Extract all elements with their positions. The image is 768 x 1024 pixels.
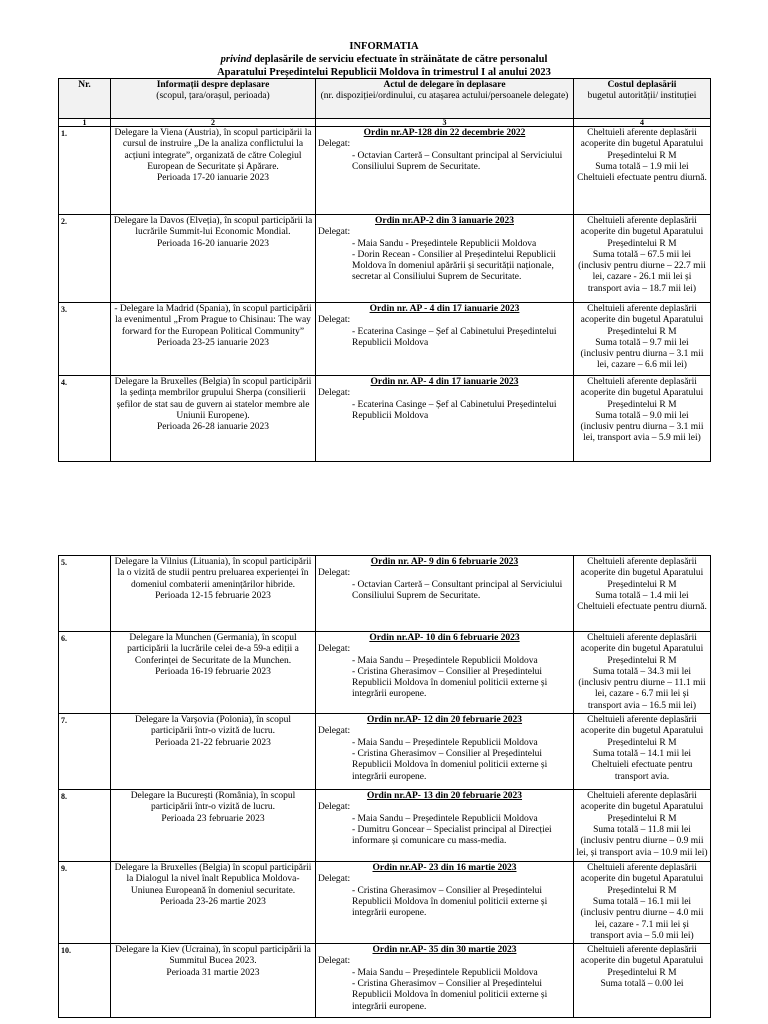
order-reference: Ordin nr.AP-128 din 22 decembrie 2022 bbox=[363, 128, 526, 138]
table-row bbox=[59, 127, 711, 215]
col-header-act-sub: (nr. dispoziției/ordinului, cu atașarea actului/persoanele delegate) bbox=[320, 91, 569, 102]
col-header-info-title: Informații despre deplasare bbox=[156, 80, 270, 90]
order-reference: Ordin nr.AP-2 din 3 ianuarie 2023 bbox=[374, 216, 514, 226]
order-reference: Ordin nr.AP- 12 din 20 februarie 2023 bbox=[366, 715, 523, 726]
delegat-label: Delegat: bbox=[318, 227, 351, 238]
cost-line: Suma totală – 1.4 mii lei bbox=[595, 590, 689, 601]
delegat-label: Delegat: bbox=[318, 315, 351, 326]
col-header-cost-title: Costul deplasării bbox=[607, 80, 677, 90]
delegated-person: - Maia Sandu – Președintele Republicii Moldova bbox=[352, 655, 538, 666]
row-number: 4. bbox=[59, 376, 111, 462]
cost-line: Suma totală – 34.3 mii lei bbox=[592, 666, 692, 677]
travel-table-part1 bbox=[58, 78, 711, 462]
delegat-label: Delegat: bbox=[318, 139, 351, 150]
trip-period: Perioada 16-19 februarie 2023 bbox=[155, 666, 271, 677]
delegation-act-cell bbox=[316, 862, 574, 944]
delegated-person: - Cristina Gherasimov – Consilier al Președintelui Republicii Moldova în domeniul politicii externe și integrării europene. bbox=[352, 666, 548, 700]
cost-line: (inclusiv pentru diurne – 22.7 mii lei, cazare - 26.1 mii lei și bbox=[578, 261, 706, 283]
cost-cell bbox=[574, 127, 711, 215]
cost-cell bbox=[574, 556, 711, 632]
trip-period: Perioada 31 martie 2023 bbox=[166, 967, 260, 978]
delegation-act-cell bbox=[316, 127, 574, 215]
trip-description: - Delegare la Madrid (Spania), în scopul participării la evenimentul „From Prague to Chisinau: The way forward for the European Political Community” bbox=[114, 304, 312, 337]
cost-line: Cheltuieli efectuate pentru diurnă. bbox=[577, 602, 707, 613]
row-number: 5. bbox=[59, 556, 111, 632]
delegat-label: Delegat: bbox=[318, 726, 351, 737]
row-number: 3. bbox=[59, 303, 111, 376]
trip-info-cell bbox=[111, 714, 316, 790]
cost-line: Suma totală – 9.0 mii lei bbox=[595, 410, 689, 421]
table-row bbox=[59, 215, 711, 303]
table-row bbox=[59, 303, 711, 376]
cost-line: Cheltuieli aferente deplasării acoperite din bugetul Aparatului Președintelui R M bbox=[580, 216, 704, 249]
index-row bbox=[59, 119, 711, 127]
trip-period: Perioada 23-26 martie 2023 bbox=[160, 896, 266, 907]
delegated-person: - Dumitru Goncear – Specialist principal al Direcției informare și comunicare cu mass-media. bbox=[352, 824, 552, 847]
subtitle-privind: privind bbox=[220, 54, 252, 65]
cost-line: Cheltuieli aferente deplasării acoperite din bugetul Aparatului Președintelui R M bbox=[580, 557, 704, 590]
trip-info-cell bbox=[111, 632, 316, 714]
trip-description: Delegare la Bruxelles (Belgia) în scopul participării la ședința membrilor grupului Sherpa (consilierii șefilor de stat sau de guvern ai statelor membre ale Uniunii Europene). bbox=[114, 377, 312, 421]
delegat-label: Delegat: bbox=[318, 388, 351, 399]
col-header-act bbox=[316, 79, 574, 119]
index-cell: 4 bbox=[574, 119, 711, 127]
trip-description: Delegare la Munchen (Germania), în scopul participării la lucrările celei de-a 59-a ediții a Conferinței de Securitate de la Munchen. bbox=[127, 633, 299, 666]
trip-info-cell bbox=[111, 944, 316, 1018]
cost-cell bbox=[574, 714, 711, 790]
index-cell: 3 bbox=[316, 119, 574, 127]
trip-description: Delegare la Kiev (Ucraina), în scopul participării la Summitul Bucea 2023. bbox=[115, 945, 311, 967]
cost-line: transport avia – 18.7 mii lei) bbox=[587, 283, 697, 294]
delegat-label: Delegat: bbox=[318, 644, 351, 655]
trip-period: Perioada 23-25 ianuarie 2023 bbox=[156, 337, 270, 348]
trip-period: Perioada 16-20 ianuarie 2023 bbox=[156, 238, 270, 249]
cost-cell bbox=[574, 790, 711, 862]
delegated-person: - Octavian Carteră – Consultant principal al Serviciului Consiliului Suprem de Securitate. bbox=[352, 150, 563, 172]
order-reference: Ordin nr. AP- 9 din 6 februarie 2023 bbox=[370, 557, 519, 567]
cost-line: Cheltuieli aferente deplasării acoperite din bugetul Aparatului Președintelui R M bbox=[580, 863, 704, 896]
cost-line: Cheltuieli aferente deplasării acoperite din bugetul Aparatului Președintelui R M bbox=[580, 633, 704, 666]
delegation-act-cell bbox=[316, 714, 574, 790]
col-header-info-sub: (scopul, țara/orașul, perioada) bbox=[156, 91, 270, 102]
delegat-label: Delegat: bbox=[318, 956, 351, 967]
subtitle-text: deplasările de serviciu efectuate în străinătate de către personalul bbox=[254, 54, 548, 65]
row-number: 1. bbox=[59, 127, 111, 215]
table-row bbox=[59, 790, 711, 862]
trip-period: Perioada 12-15 februarie 2023 bbox=[155, 590, 271, 601]
row-number: 9. bbox=[59, 862, 111, 944]
delegated-person: - Maia Sandu – Președintele Republicii Moldova bbox=[352, 813, 538, 824]
cost-line: Suma totală – 9.7 mii lei bbox=[595, 337, 689, 348]
col-header-cost-sub: bugetul autorității/ instituției bbox=[587, 91, 697, 102]
cost-line: (inclusiv pentru diurne – 4.0 mii lei, cazare - 7.1 mii lei și bbox=[580, 908, 704, 930]
row-number: 10. bbox=[59, 944, 111, 1018]
cost-line: Cheltuieli aferente deplasării acoperite din bugetul Aparatului Președintelui R M bbox=[580, 377, 704, 410]
cost-line: (inclusiv pentru diurna – 3.1 mii lei, cazare – 6.6 mii lei) bbox=[580, 349, 704, 371]
trip-period: Perioada 23 februarie 2023 bbox=[161, 813, 265, 824]
row-number: 6. bbox=[59, 632, 111, 714]
cost-cell bbox=[574, 944, 711, 1018]
cost-line: (inclusiv pentru diurne – 0.9 mii lei, și transport avia – 10.9 mii lei) bbox=[576, 836, 708, 858]
cost-line: Cheltuieli aferente deplasării acoperite din bugetul Aparatului Președintelui R M bbox=[580, 128, 704, 161]
table-row bbox=[59, 714, 711, 790]
cost-line: Suma totală – 14.1 mii lei bbox=[592, 748, 692, 759]
delegat-label: Delegat: bbox=[318, 568, 351, 579]
trip-period: Perioada 17-20 ianuarie 2023 bbox=[156, 173, 270, 184]
trip-description: Delegare la Davos (Elveția), în scopul participării la lucrările Summit-lui Economic Mondial. bbox=[113, 216, 313, 238]
cost-line: Suma totală – 16.1 mii lei bbox=[592, 896, 692, 907]
table-row bbox=[59, 556, 711, 632]
cost-line: Suma totală – 67.5 mii lei bbox=[592, 249, 692, 260]
cost-cell bbox=[574, 376, 711, 462]
delegation-act-cell bbox=[316, 556, 574, 632]
delegated-person: - Maia Sandu – Președintele Republicii Moldova bbox=[352, 967, 538, 978]
delegated-person: - Cristina Gherasimov – Consilier al Președintelui Republicii Moldova în domeniul politicii externe și integrării europene. bbox=[352, 748, 548, 782]
cost-line: Cheltuieli aferente deplasării acoperite din bugetul Aparatului Președintelui R M bbox=[580, 715, 704, 748]
cost-line: Suma totală – 11.8 mii lei bbox=[593, 824, 691, 835]
document-subtitle-line2: Aparatului Președintelui Republicii Moldova în trimestrul I al anului 2023 bbox=[217, 67, 551, 78]
travel-table-part2 bbox=[58, 555, 711, 1018]
row-number: 7. bbox=[59, 714, 111, 790]
table-header-row bbox=[59, 79, 711, 119]
col-header-info bbox=[111, 79, 316, 119]
index-cell: 1 bbox=[59, 119, 111, 127]
cost-line: Cheltuieli efectuate pentru diurnă. bbox=[577, 173, 707, 184]
document-subtitle-line1 bbox=[0, 53, 768, 66]
trip-description: Delegare la București (România), în scopul participării într-o vizită de lucru. bbox=[130, 791, 296, 813]
cost-cell bbox=[574, 862, 711, 944]
order-reference: Ordin nr.AP- 10 din 6 februarie 2023 bbox=[369, 633, 520, 643]
cost-line: Suma totală – 0.00 lei bbox=[600, 979, 684, 990]
order-reference: Ordin nr. AP- 4 din 17 ianuarie 2023 bbox=[370, 377, 519, 387]
cost-cell bbox=[574, 215, 711, 303]
delegation-act-cell bbox=[316, 215, 574, 303]
cost-cell bbox=[574, 632, 711, 714]
delegation-act-cell bbox=[316, 303, 574, 376]
trip-description: Delegare la Varșovia (Polonia), în scopul participării într-o vizită de lucru. bbox=[134, 715, 291, 737]
delegat-label: Delegat: bbox=[318, 802, 351, 813]
trip-info-cell bbox=[111, 862, 316, 944]
delegation-act-cell bbox=[316, 632, 574, 714]
col-header-act-title: Actul de delegare în deplasare bbox=[383, 80, 506, 90]
cost-line: Cheltuieli aferente deplasării acoperite din bugetul Aparatului Președintelui R M bbox=[580, 304, 704, 337]
cost-line: Cheltuieli aferente deplasării acoperite din bugetul Aparatului Președintelui R M bbox=[580, 945, 704, 978]
order-reference: Ordin nr.AP- 35 din 30 martie 2023 bbox=[372, 945, 517, 956]
document-title: INFORMATIA bbox=[349, 41, 419, 52]
delegated-person: - Dorin Recean - Consilier al Președintelui Republicii Moldova în domeniul apărării și securității naționale, secretar al Consiliului Suprem de Securitate. bbox=[352, 249, 556, 283]
delegated-person: - Ecaterina Casinge – Șef al Cabinetului Președintelui Republicii Moldova bbox=[352, 326, 557, 348]
index-cell: 2 bbox=[111, 119, 316, 127]
order-reference: Ordin nr.AP- 23 din 16 martie 2023 bbox=[372, 863, 517, 874]
trip-info-cell bbox=[111, 376, 316, 462]
delegation-act-cell bbox=[316, 790, 574, 862]
delegated-person: - Cristina Gherasimov – Consilier al Președintelui Republicii Moldova în domeniul politicii externe și integrării europene. bbox=[352, 885, 548, 919]
trip-period: Perioada 26-28 ianuarie 2023 bbox=[156, 422, 270, 433]
delegated-person: - Maia Sandu - Președintele Republicii Moldova bbox=[352, 238, 537, 249]
cost-line: (inclusiv pentru diurna – 3.1 mii lei, transport avia – 5.9 mii lei) bbox=[580, 422, 704, 444]
row-number: 8. bbox=[59, 790, 111, 862]
delegat-label: Delegat: bbox=[318, 874, 351, 885]
delegated-person: - Octavian Carteră – Consultant principal al Serviciului Consiliului Suprem de Securitate. bbox=[352, 579, 563, 601]
order-reference: Ordin nr.AP- 13 din 20 februarie 2023 bbox=[366, 791, 523, 802]
delegation-act-cell bbox=[316, 944, 574, 1018]
trip-period: Perioada 21-22 februarie 2023 bbox=[155, 737, 271, 748]
cost-line: transport avia – 5.0 mii lei) bbox=[590, 930, 694, 941]
trip-info-cell bbox=[111, 790, 316, 862]
table-row bbox=[59, 632, 711, 714]
col-header-nr: Nr. bbox=[59, 79, 111, 119]
cost-line: (inclusiv pentru diurne – 11.1 mii lei, cazare - 6.7 mii lei și bbox=[578, 678, 706, 700]
cost-line: Suma totală – 1.9 mii lei bbox=[595, 161, 689, 172]
trip-info-cell bbox=[111, 127, 316, 215]
trip-info-cell bbox=[111, 303, 316, 376]
col-header-cost bbox=[574, 79, 711, 119]
cost-cell bbox=[574, 303, 711, 376]
table-row bbox=[59, 862, 711, 944]
delegated-person: - Ecaterina Casinge – Șef al Cabinetului Președintelui Republicii Moldova bbox=[352, 399, 557, 421]
order-reference: Ordin nr. AP - 4 din 17 ianuarie 2023 bbox=[369, 304, 520, 314]
delegated-person: - Maia Sandu – Președintele Republicii Moldova bbox=[352, 737, 538, 748]
delegated-person: - Cristina Gherasimov – Consilier al Președintelui Republicii Moldova în domeniul politicii externe și integrării europene. bbox=[352, 979, 548, 1012]
delegation-act-cell bbox=[316, 376, 574, 462]
cost-line: Cheltuieli aferente deplasării acoperite din bugetul Aparatului Președintelui R M bbox=[580, 791, 704, 824]
trip-description: Delegare la Vilnius (Lituania), în scopul participării la o vizită de studii pentru preluarea experienței în domeniul combaterii amenințărilor hibride. bbox=[114, 557, 312, 590]
cost-line: transport avia – 16.5 mii lei) bbox=[587, 700, 697, 711]
trip-description: Delegare la Viena (Austria), în scopul participării la cursul de instruire „De la analiza conflictului la acțiuni integrate”, organizată de către Colegiul European de Securitate și Apărare. bbox=[114, 128, 312, 172]
table-row bbox=[59, 376, 711, 462]
trip-description: Delegare la Bruxelles (Belgia) în scopul participării la Dialogul la nivel înalt Republica Moldova-Uniunea Europeană în domeniul securitate. bbox=[114, 863, 312, 896]
table-row bbox=[59, 944, 711, 1018]
cost-line: Cheltuieli efectuate pentru transport avia. bbox=[591, 760, 693, 782]
trip-info-cell bbox=[111, 215, 316, 303]
trip-info-cell bbox=[111, 556, 316, 632]
row-number: 2. bbox=[59, 215, 111, 303]
